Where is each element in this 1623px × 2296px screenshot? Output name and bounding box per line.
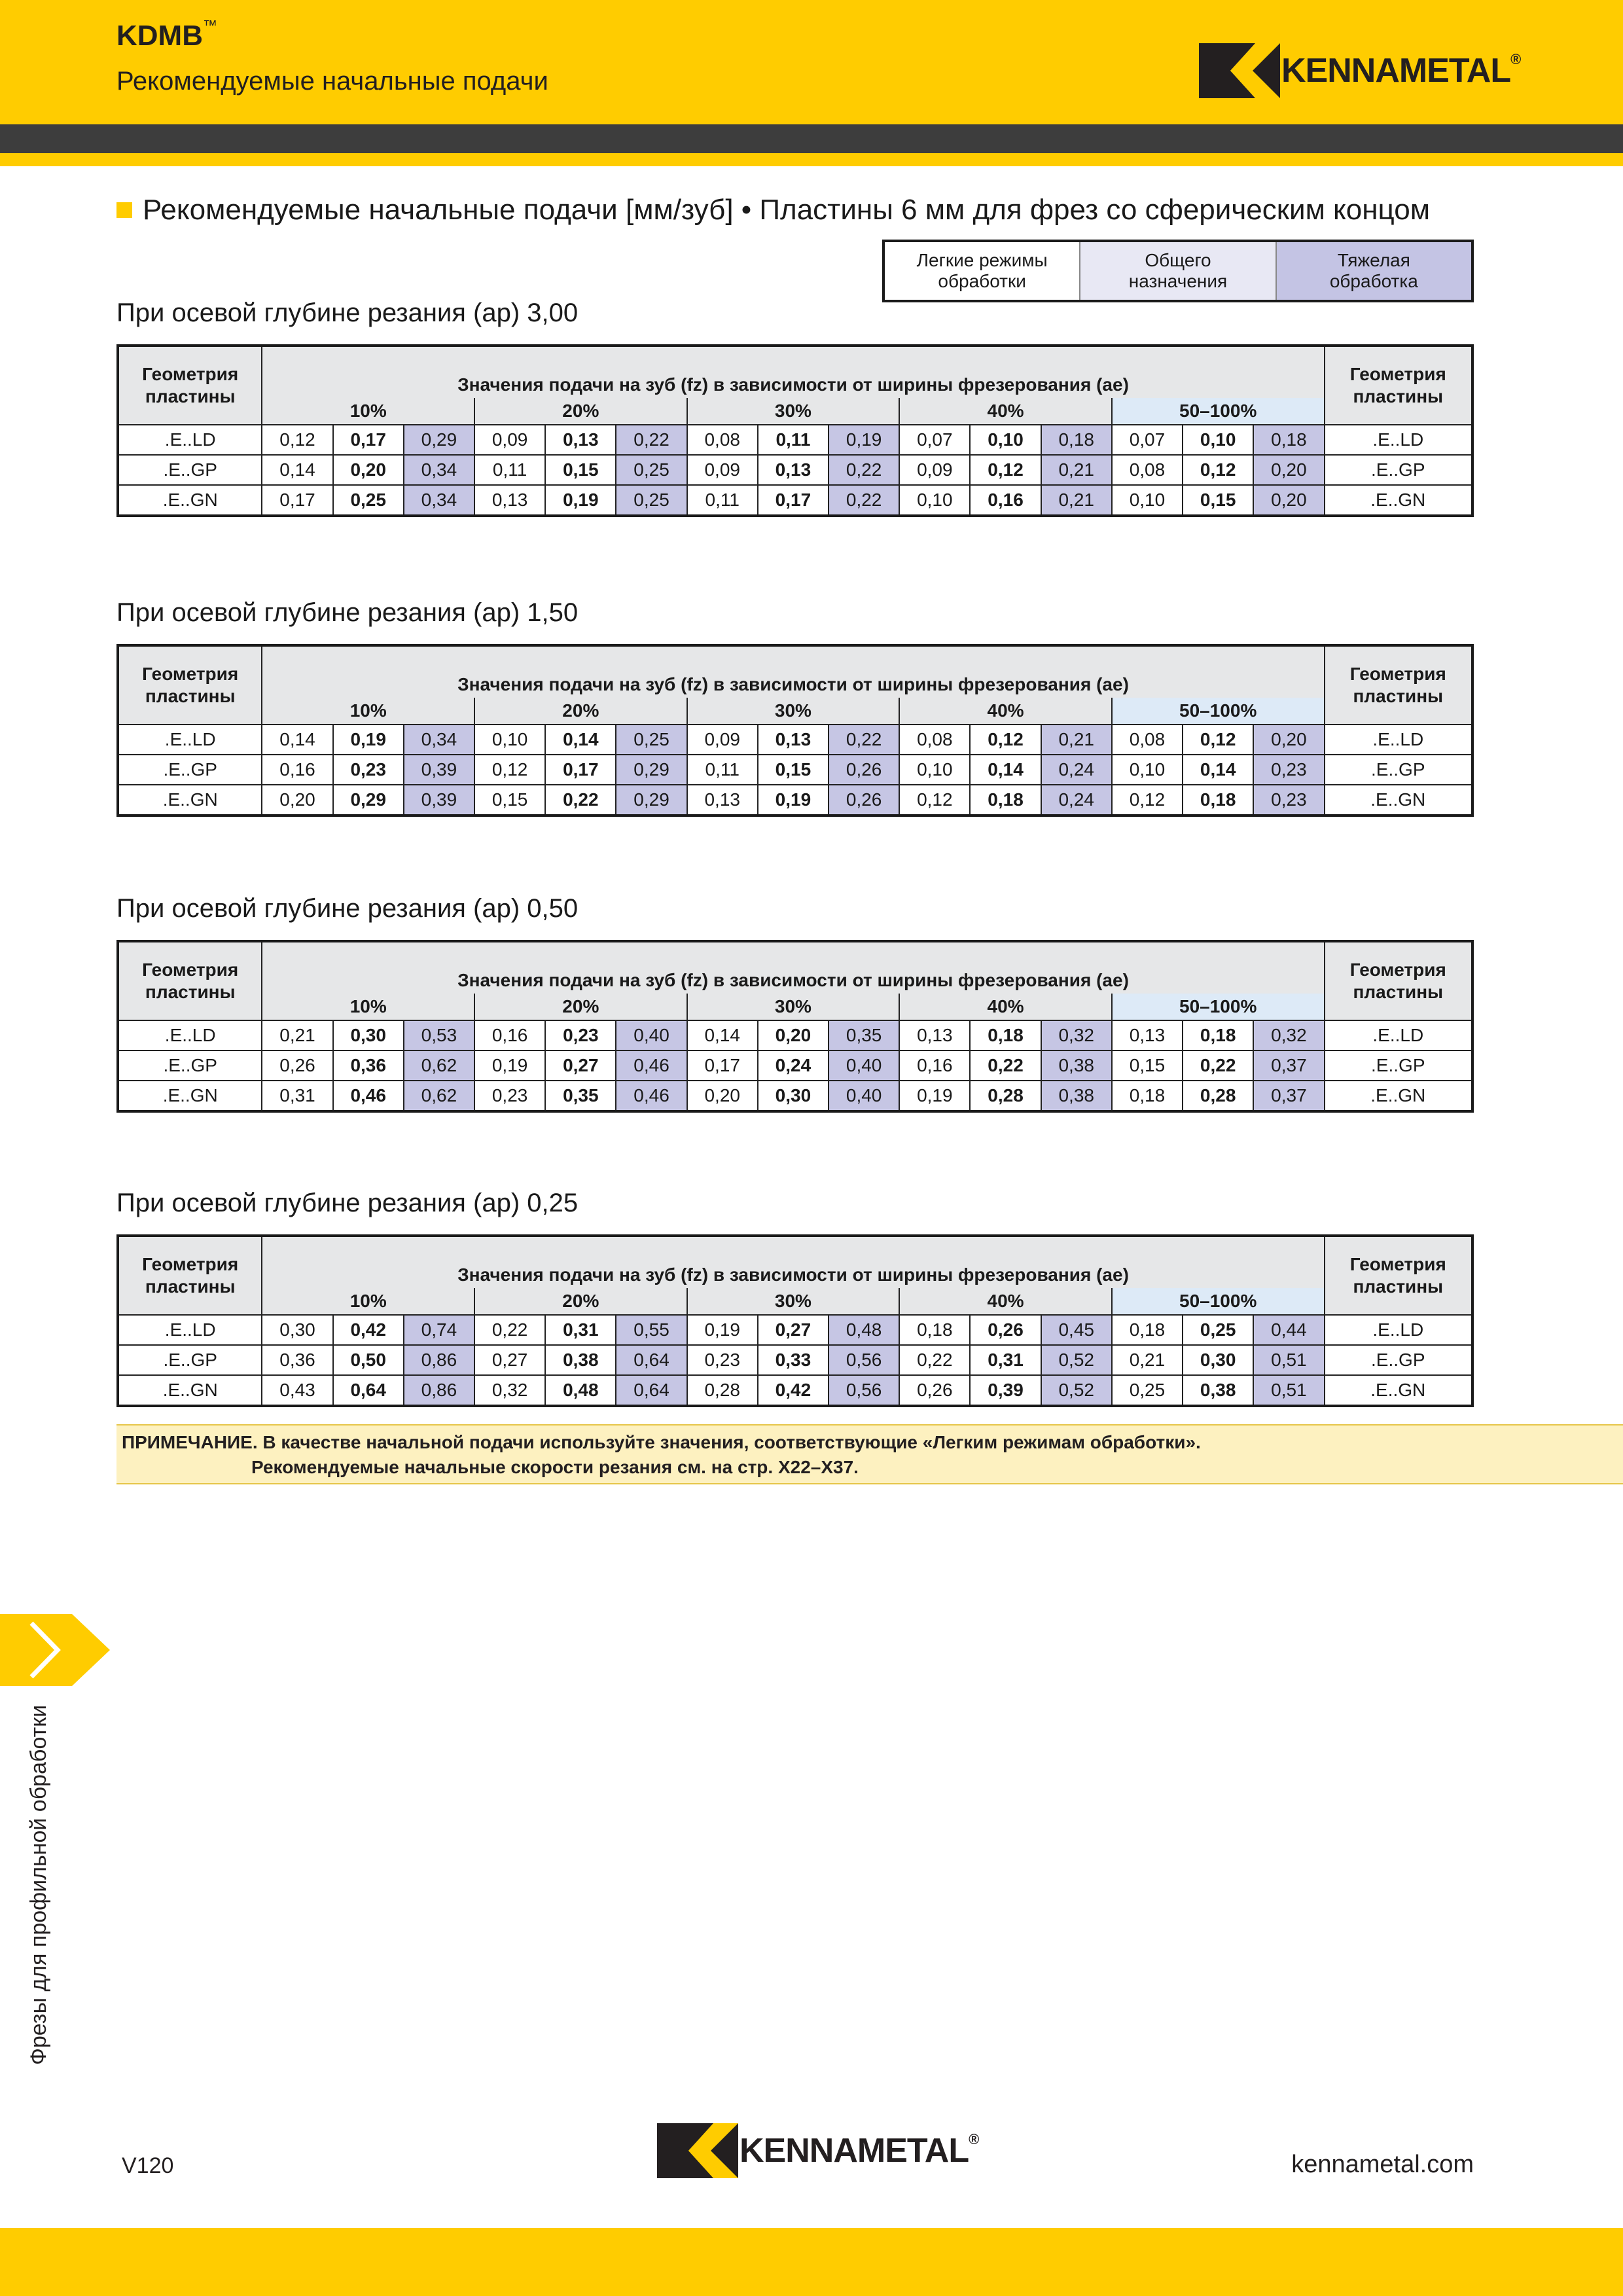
width-header: 30% [687,698,900,725]
geometry-cell: .E..LD [1325,725,1472,755]
feed-cell: 0,35 [545,1081,616,1111]
feed-cell: 0,64 [616,1345,687,1375]
feed-cell: 0,18 [1183,1020,1253,1050]
feed-cell: 0,53 [404,1020,474,1050]
feed-cell: 0,28 [1183,1081,1253,1111]
feed-cell: 0,16 [899,1050,970,1081]
feed-cell: 0,10 [474,725,545,755]
feed-cell: 0,39 [404,785,474,816]
feed-cell: 0,10 [1183,425,1253,455]
feed-cell: 0,22 [545,785,616,816]
geometry-header: Геометрия пластины [118,346,262,425]
feed-cell: 0,43 [262,1375,332,1406]
geometry-cell: .E..GP [1325,755,1472,785]
feed-cell: 0,56 [829,1375,899,1406]
feed-cell: 0,24 [1041,755,1112,785]
feed-cell: 0,12 [262,425,332,455]
feed-cell: 0,22 [829,455,899,485]
geometry-cell: .E..LD [118,725,262,755]
feed-cell: 0,09 [687,725,758,755]
feed-cell: 0,09 [687,455,758,485]
feed-cell: 0,14 [262,455,332,485]
feed-cell: 0,23 [474,1081,545,1111]
feed-values-header: Значения подачи на зуб (fz) в зависимости от ширины фрезерования (ae) [262,941,1324,994]
feed-cell: 0,25 [616,455,687,485]
geometry-cell: .E..GN [1325,1375,1472,1406]
geometry-cell: .E..GN [1325,485,1472,516]
geometry-cell: .E..GP [118,1050,262,1081]
website-link[interactable]: kennametal.com [1291,2151,1474,2178]
table-row [118,1081,1472,1111]
feed-cell: 0,38 [1041,1081,1112,1111]
feed-cell: 0,27 [545,1050,616,1081]
feed-cell: 0,17 [262,485,332,516]
feed-cell: 0,29 [616,755,687,785]
width-header: 20% [474,994,687,1020]
geometry-cell: .E..LD [118,1315,262,1345]
width-header: 10% [262,698,474,725]
width-header: 30% [687,1288,900,1315]
width-header: 50–100% [1112,398,1325,425]
legend-heavy: Тяжелая обработка [1277,242,1471,300]
feed-cell: 0,64 [333,1375,404,1406]
feed-cell: 0,24 [1041,785,1112,816]
feed-cell: 0,32 [1041,1020,1112,1050]
kennametal-k-mark-icon [657,2123,738,2178]
feed-cell: 0,14 [1183,755,1253,785]
feed-cell: 0,12 [899,785,970,816]
feed-table [116,1234,1474,1407]
feed-cell: 0,42 [333,1315,404,1345]
feed-cell: 0,19 [474,1050,545,1081]
table-row [118,1315,1472,1345]
feed-cell: 0,34 [404,485,474,516]
feed-cell: 0,20 [1253,485,1324,516]
feed-cell: 0,23 [545,1020,616,1050]
feed-cell: 0,25 [616,485,687,516]
feed-cell: 0,14 [970,755,1041,785]
feed-cell: 0,36 [262,1345,332,1375]
geometry-cell: .E..GN [118,485,262,516]
feed-cell: 0,22 [970,1050,1041,1081]
feed-cell: 0,38 [545,1345,616,1375]
feed-table [116,344,1474,517]
feed-cell: 0,21 [1041,725,1112,755]
feed-cell: 0,18 [1183,785,1253,816]
geometry-header: Геометрия пластины [1325,1236,1472,1315]
feed-cell: 0,22 [899,1345,970,1375]
feed-cell: 0,09 [899,455,970,485]
feed-cell: 0,40 [829,1081,899,1111]
feed-cell: 0,19 [545,485,616,516]
feed-cell: 0,15 [474,785,545,816]
operation-legend [882,240,1474,302]
feed-values-header: Значения подачи на зуб (fz) в зависимости от ширины фрезерования (ae) [262,645,1324,698]
feed-cell: 0,46 [333,1081,404,1111]
footer-kennametal-logo [657,2123,978,2178]
table-row [118,1050,1472,1081]
feed-cell: 0,08 [899,725,970,755]
feed-cell: 0,15 [545,455,616,485]
feed-cell: 0,13 [1112,1020,1183,1050]
feed-cell: 0,10 [1112,755,1183,785]
feed-cell: 0,28 [687,1375,758,1406]
feed-cell: 0,62 [404,1050,474,1081]
feed-cell: 0,13 [758,455,829,485]
feed-cell: 0,16 [262,755,332,785]
feed-cell: 0,74 [404,1315,474,1345]
feed-cell: 0,18 [1112,1315,1183,1345]
feed-cell: 0,09 [474,425,545,455]
geometry-cell: .E..GN [118,1081,262,1111]
feed-cell: 0,86 [404,1345,474,1375]
feed-cell: 0,13 [899,1020,970,1050]
feed-cell: 0,42 [758,1375,829,1406]
feed-cell: 0,22 [616,425,687,455]
feed-cell: 0,17 [687,1050,758,1081]
feed-cell: 0,44 [1253,1315,1324,1345]
feed-cell: 0,23 [1253,785,1324,816]
feed-cell: 0,14 [545,725,616,755]
width-header: 20% [474,698,687,725]
table-row [118,1020,1472,1050]
feed-cell: 0,19 [687,1315,758,1345]
section-title: Рекомендуемые начальные подачи [мм/зуб] • Пластины 6 мм для фрез со сферическим концом [116,194,1430,226]
geometry-cell: .E..GN [1325,1081,1472,1111]
feed-cell: 0,32 [474,1375,545,1406]
feed-cell: 0,22 [474,1315,545,1345]
width-header: 50–100% [1112,1288,1325,1315]
table-row [118,425,1472,455]
feed-cell: 0,17 [545,755,616,785]
feed-cell: 0,46 [616,1050,687,1081]
feed-cell: 0,32 [1253,1020,1324,1050]
feed-cell: 0,51 [1253,1375,1324,1406]
geometry-header: Геометрия пластины [1325,346,1472,425]
feed-cell: 0,30 [333,1020,404,1050]
feed-cell: 0,25 [616,725,687,755]
feed-cell: 0,56 [829,1345,899,1375]
table-row [118,455,1472,485]
feed-cell: 0,12 [1112,785,1183,816]
feed-cell: 0,86 [404,1375,474,1406]
feed-cell: 0,36 [333,1050,404,1081]
page-header [0,0,1623,124]
legend-general: Общего назначения [1080,242,1276,300]
feed-cell: 0,19 [758,785,829,816]
feed-cell: 0,20 [1253,455,1324,485]
width-header: 40% [899,1288,1112,1315]
side-section-label: Фрезы для профильной обработки [26,1704,51,2065]
geometry-cell: .E..LD [118,1020,262,1050]
feed-cell: 0,25 [1183,1315,1253,1345]
geometry-header: Геометрия пластины [1325,941,1472,1020]
feed-cell: 0,48 [545,1375,616,1406]
geometry-cell: .E..GP [118,755,262,785]
feed-cell: 0,31 [262,1081,332,1111]
geometry-cell: .E..LD [1325,1315,1472,1345]
feed-cell: 0,18 [1112,1081,1183,1111]
feed-cell: 0,15 [1183,485,1253,516]
feed-cell: 0,33 [758,1345,829,1375]
geometry-cell: .E..GN [118,1375,262,1406]
feed-cell: 0,22 [829,725,899,755]
brand-wordmark: KENNAMETAL® [740,2131,979,2170]
page-subtitle: Рекомендуемые начальные подачи [116,67,548,96]
feed-cell: 0,14 [687,1020,758,1050]
table-row [118,785,1472,816]
feed-cell: 0,40 [616,1020,687,1050]
feed-cell: 0,19 [829,425,899,455]
note-box [116,1424,1623,1484]
feed-cell: 0,27 [758,1315,829,1345]
table-title: При осевой глубине резания (ap) 3,00 [116,298,579,327]
feed-cell: 0,50 [333,1345,404,1375]
feed-cell: 0,25 [1112,1375,1183,1406]
feed-cell: 0,39 [970,1375,1041,1406]
table-row [118,485,1472,516]
geometry-cell: .E..GP [1325,1050,1472,1081]
geometry-cell: .E..GP [118,1345,262,1375]
feed-cell: 0,23 [687,1345,758,1375]
feed-cell: 0,21 [1041,485,1112,516]
feed-table [116,644,1474,817]
geometry-cell: .E..GP [1325,455,1472,485]
feed-cell: 0,22 [1183,1050,1253,1081]
feed-cell: 0,38 [1041,1050,1112,1081]
feed-cell: 0,11 [758,425,829,455]
feed-cell: 0,30 [1183,1345,1253,1375]
table-title: При осевой глубине резания (ap) 0,50 [116,894,579,923]
geometry-header: Геометрия пластины [118,941,262,1020]
feed-cell: 0,08 [687,425,758,455]
geometry-header: Геометрия пластины [118,1236,262,1315]
kennametal-logo [1199,43,1520,98]
feed-cell: 0,29 [616,785,687,816]
feed-cell: 0,28 [970,1081,1041,1111]
note-line-1: ПРИМЕЧАНИЕ. В качестве начальной подачи используйте значения, соответствующие «Легким режимам обработки». [122,1432,1201,1452]
feed-cell: 0,13 [545,425,616,455]
feed-cell: 0,38 [1183,1375,1253,1406]
feed-cell: 0,30 [262,1315,332,1345]
yellow-square-bullet-icon [116,202,132,218]
feed-cell: 0,21 [1112,1345,1183,1375]
feed-cell: 0,31 [970,1345,1041,1375]
table-row [118,1345,1472,1375]
feed-cell: 0,52 [1041,1345,1112,1375]
feed-cell: 0,15 [758,755,829,785]
geometry-header: Геометрия пластины [1325,645,1472,725]
width-header: 20% [474,398,687,425]
feed-cell: 0,62 [404,1081,474,1111]
feed-cell: 0,10 [970,425,1041,455]
feed-cell: 0,52 [1041,1375,1112,1406]
feed-cell: 0,07 [899,425,970,455]
feed-cell: 0,16 [474,1020,545,1050]
width-header: 40% [899,994,1112,1020]
feed-cell: 0,10 [1112,485,1183,516]
feed-cell: 0,26 [899,1375,970,1406]
geometry-cell: .E..LD [1325,1020,1472,1050]
feed-cell: 0,17 [758,485,829,516]
feed-cell: 0,20 [262,785,332,816]
feed-cell: 0,18 [899,1315,970,1345]
feed-cell: 0,26 [829,755,899,785]
feed-cell: 0,26 [262,1050,332,1081]
kennametal-k-mark-icon [1199,43,1280,98]
width-header: 50–100% [1112,698,1325,725]
feed-cell: 0,20 [1253,725,1324,755]
feed-cell: 0,11 [687,755,758,785]
feed-cell: 0,45 [1041,1315,1112,1345]
feed-cell: 0,51 [1253,1345,1324,1375]
width-header: 10% [262,398,474,425]
feed-cell: 0,11 [687,485,758,516]
geometry-cell: .E..LD [118,425,262,455]
product-title: KDMB™ [116,17,217,52]
feed-cell: 0,37 [1253,1081,1324,1111]
section-tab-arrow-icon [0,1614,111,1686]
width-header: 40% [899,398,1112,425]
width-header: 20% [474,1288,687,1315]
feed-cell: 0,10 [899,485,970,516]
feed-cell: 0,20 [687,1081,758,1111]
feed-cell: 0,08 [1112,725,1183,755]
width-header: 30% [687,398,900,425]
header-dark-band [0,124,1623,153]
feed-cell: 0,40 [829,1050,899,1081]
feed-cell: 0,46 [616,1081,687,1111]
feed-cell: 0,27 [474,1345,545,1375]
feed-cell: 0,20 [333,455,404,485]
feed-cell: 0,08 [1112,455,1183,485]
feed-cell: 0,12 [970,455,1041,485]
feed-cell: 0,24 [758,1050,829,1081]
feed-cell: 0,18 [1253,425,1324,455]
feed-cell: 0,23 [333,755,404,785]
feed-cell: 0,55 [616,1315,687,1345]
feed-cell: 0,20 [758,1020,829,1050]
feed-cell: 0,18 [970,785,1041,816]
feed-cell: 0,12 [970,725,1041,755]
table-row [118,1375,1472,1406]
feed-cell: 0,25 [333,485,404,516]
feed-cell: 0,19 [333,725,404,755]
width-header: 10% [262,994,474,1020]
feed-cell: 0,48 [829,1315,899,1345]
legend-light: Легкие режимы обработки [885,242,1080,300]
geometry-cell: .E..GN [118,785,262,816]
feed-values-header: Значения подачи на зуб (fz) в зависимости от ширины фрезерования (ae) [262,346,1324,398]
table-title: При осевой глубине резания (ap) 1,50 [116,598,579,627]
table-title: При осевой глубине резания (ap) 0,25 [116,1189,579,1217]
feed-cell: 0,21 [1041,455,1112,485]
width-header: 40% [899,698,1112,725]
footer-band [0,2228,1623,2296]
geometry-cell: .E..GN [1325,785,1472,816]
feed-cell: 0,23 [1253,755,1324,785]
feed-cell: 0,12 [474,755,545,785]
feed-cell: 0,26 [829,785,899,816]
width-header: 30% [687,994,900,1020]
width-header: 10% [262,1288,474,1315]
feed-cell: 0,13 [474,485,545,516]
feed-cell: 0,30 [758,1081,829,1111]
feed-cell: 0,31 [545,1315,616,1345]
feed-cell: 0,13 [758,725,829,755]
feed-cell: 0,34 [404,725,474,755]
feed-cell: 0,21 [262,1020,332,1050]
feed-values-header: Значения подачи на зуб (fz) в зависимости от ширины фрезерования (ae) [262,1236,1324,1288]
feed-cell: 0,16 [970,485,1041,516]
brand-wordmark: KENNAMETAL® [1281,51,1521,90]
width-header: 50–100% [1112,994,1325,1020]
feed-cell: 0,35 [829,1020,899,1050]
header-yellow-stripe [0,153,1623,166]
feed-cell: 0,17 [333,425,404,455]
feed-cell: 0,15 [1112,1050,1183,1081]
feed-cell: 0,14 [262,725,332,755]
feed-cell: 0,34 [404,455,474,485]
feed-cell: 0,12 [1183,725,1253,755]
feed-cell: 0,22 [829,485,899,516]
feed-cell: 0,39 [404,755,474,785]
feed-cell: 0,19 [899,1081,970,1111]
table-row [118,755,1472,785]
feed-table [116,940,1474,1113]
feed-cell: 0,29 [333,785,404,816]
geometry-cell: .E..GP [118,455,262,485]
feed-cell: 0,13 [687,785,758,816]
table-row [118,725,1472,755]
feed-cell: 0,26 [970,1315,1041,1345]
feed-cell: 0,18 [970,1020,1041,1050]
feed-cell: 0,10 [899,755,970,785]
feed-cell: 0,64 [616,1375,687,1406]
geometry-cell: .E..LD [1325,425,1472,455]
geometry-header: Геометрия пластины [118,645,262,725]
note-line-2: Рекомендуемые начальные скорости резания см. на стр. X22–X37. [251,1457,859,1477]
feed-cell: 0,07 [1112,425,1183,455]
feed-cell: 0,12 [1183,455,1253,485]
feed-cell: 0,29 [404,425,474,455]
feed-cell: 0,11 [474,455,545,485]
page-number: V120 [122,2153,174,2178]
geometry-cell: .E..GP [1325,1345,1472,1375]
feed-cell: 0,37 [1253,1050,1324,1081]
feed-cell: 0,18 [1041,425,1112,455]
